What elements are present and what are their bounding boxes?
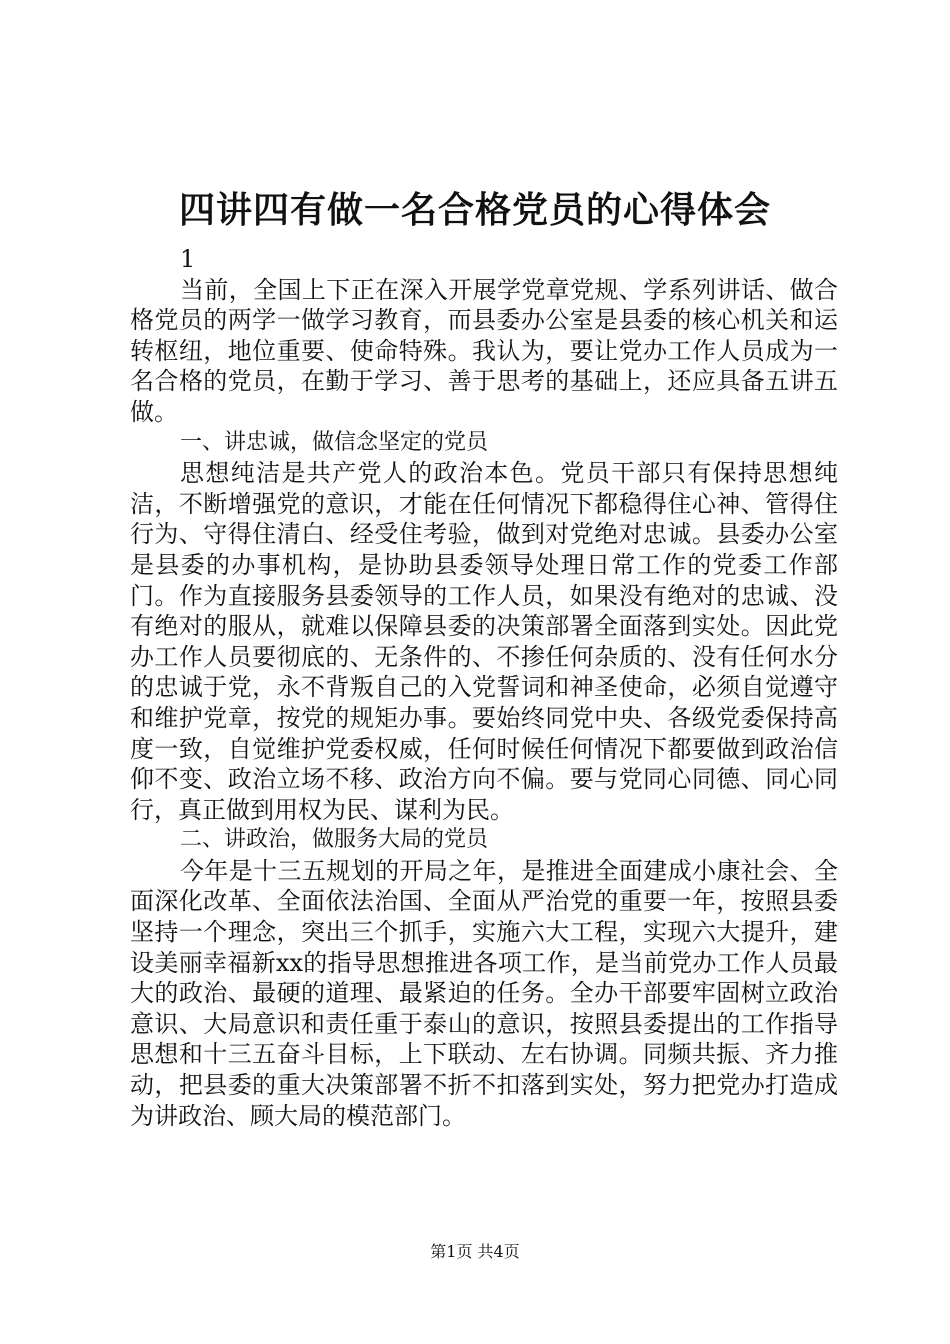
document-body <box>130 244 838 1131</box>
intro-paragraph: 当前，全国上下正在深入开展学党章党规、学系列讲话、做合格党员的两学一做学习教育，而县委办公室是县委的核心机关和运转枢纽，地位重要、使命特殊。我认为，要让党办工作人员成为一名合格的党员，在勤于学习、善于思考的基础上，还应具备五讲五做。 <box>130 275 838 426</box>
section-heading-2: 二、讲政治，做服务大局的党员 <box>180 827 489 853</box>
paragraph-politics: 今年是十三五规划的开局之年，是推进全面建成小康社会、全面深化改革、全面依法治国、全面从严治党的重要一年，按照县委坚持一个理念，突出三个抓手，实施六大工程，实现六大提升，建设美丽幸福新xx的指导思想推进各项工作，是当前党办工作人员最大的政治、最硬的道理、最紧迫的任务。全办干部要牢固树立政治意识、大局意识和责任重于泰山的意识，按照县委提出的工作指导思想和十三五奋斗目标，上下联动、左右协调。同频共振、齐力推动，把县委的重大决策部署不折不扣落到实处，努力把党办打造成为讲政治、顾大局的模范部门。 <box>130 856 838 1130</box>
document-title: 四讲四有做一名合格党员的心得体会 <box>178 189 771 231</box>
section-number: 1 <box>180 245 196 273</box>
page-footer: 第1页 共4页 <box>430 1242 520 1261</box>
paragraph-loyalty: 思想纯洁是共产党人的政治本色。党员干部只有保持思想纯洁，不断增强党的意识，才能在任何情况下都稳得住心神、管得住行为、守得住清白、经受住考验，做到对党绝对忠诚。县委办公室是县委的办事机构，是协助县委领导处理日常工作的党委工作部门。作为直接服务县委领导的工作人员，如果没有绝对的忠诚、没有绝对的服从，就难以保障县委的决策部署全面落到实处。因此党办工作人员要彻底的、无条件的、不掺任何杂质的、没有任何水分的忠诚于党，永不背叛自己的入党誓词和神圣使命，必须自觉遵守和维护党章，按党的规矩办事。要始终同党中央、各级党委保持高度一致，自觉维护党委权威，任何时候任何情况下都要做到政治信仰不变、政治立场不移、政治方向不偏。要与党同心同德、同心同行，真正做到用权为民、谋利为民。 <box>130 459 838 824</box>
section-heading-1: 一、讲忠诚，做信念坚定的党员 <box>180 429 489 455</box>
